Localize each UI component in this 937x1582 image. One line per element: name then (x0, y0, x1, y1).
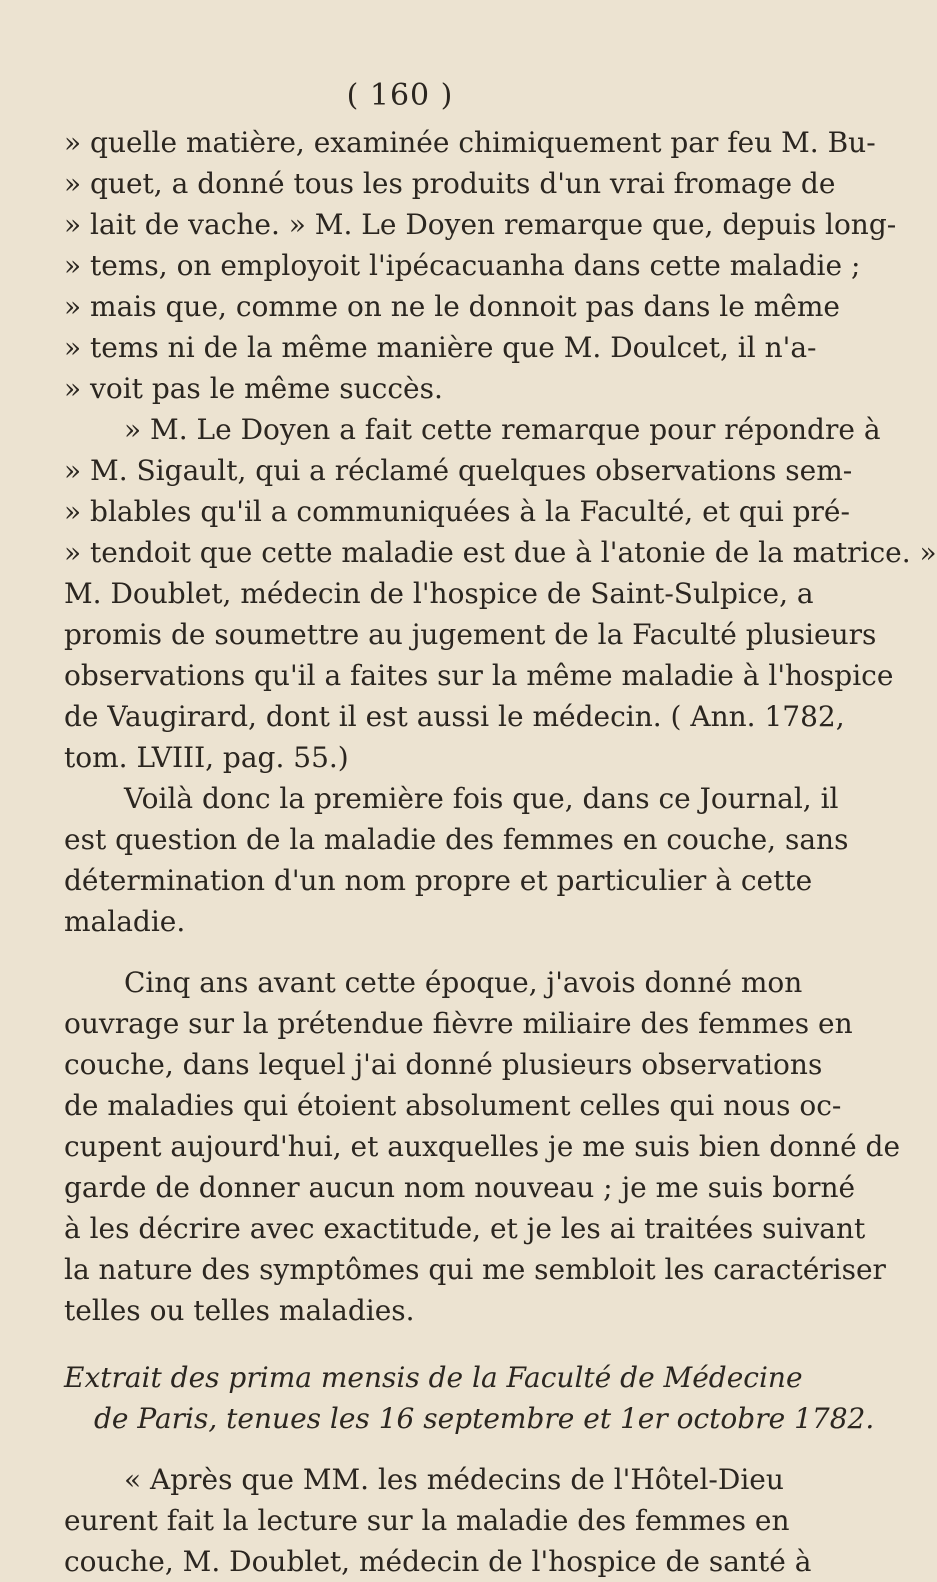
voila-paragraph (64, 778, 849, 942)
paragraph-spacer (64, 1331, 744, 1357)
text-line: » quet, a donné tous les produits d'un vrai fromage de (64, 167, 836, 200)
text-line: tom. LVIII, pag. 55.) (64, 741, 349, 774)
text-line: est question de la maladie des femmes en couche, sans (64, 823, 849, 856)
text-line: » M. Le Doyen a fait cette remarque pour répondre à (124, 413, 881, 446)
text-line: à les décrire avec exactitude, et je les ai traitées suivant (64, 1212, 866, 1245)
text-line: « Après que MM. les médecins de l'Hôtel-Dieu (124, 1463, 784, 1496)
text-line: » quelle matière, examinée chimiquement par feu M. Bu- (64, 126, 876, 159)
text-line: détermination d'un nom propre et particulier à cette (64, 864, 813, 897)
text-line: M. Doublet, médecin de l'hospice de Saint-Sulpice, a (64, 577, 814, 610)
text-line: observations qu'il a faites sur la même maladie à l'hospice (64, 659, 894, 692)
paragraph-spacer (64, 1439, 744, 1459)
text-line: Voilà donc la première fois que, dans ce Journal, il (124, 782, 839, 815)
text-line: Cinq ans avant cette époque, j'avois donné mon (124, 966, 803, 999)
text-line: » lait de vache. » M. Le Doyen remarque que, depuis long- (64, 208, 897, 241)
extrait-heading (64, 1357, 875, 1439)
text-line: couche, M. Doublet, médecin de l'hospice de santé à (64, 1545, 812, 1578)
text-line: couche, dans lequel j'ai donné plusieurs observations (64, 1048, 823, 1081)
text-line: garde de donner aucun nom nouveau ; je me suis borné (64, 1171, 856, 1204)
text-line: Extrait des prima mensis de la Faculté de Médecine (64, 1361, 803, 1394)
text-line: de Vaugirard, dont il est aussi le médecin. ( Ann. 1782, (64, 700, 845, 733)
text-line: ouvrage sur la prétendue fièvre miliaire des femmes en (64, 1007, 853, 1040)
quote-intro-paragraph (64, 122, 897, 409)
page-number: ( 160 ) (346, 78, 454, 113)
text-line: » tems ni de la même manière que M. Doulcet, il n'a- (64, 331, 817, 364)
text-line: la nature des symptômes qui me sembloit les caractériser (64, 1253, 886, 1286)
text-line: » voit pas le même succès. (64, 372, 443, 405)
text-line: maladie. (64, 905, 186, 938)
text-line: » mais que, comme on ne le donnoit pas dans le même (64, 290, 840, 323)
doyen-remark-paragraph (64, 409, 937, 778)
text-line: telles ou telles maladies. (64, 1294, 415, 1327)
text-line: » blables qu'il a communiquées à la Faculté, et qui pré- (64, 495, 850, 528)
apres-paragraph (64, 1459, 812, 1582)
text-line: eurent fait la lecture sur la maladie des femmes en (64, 1504, 790, 1537)
text-line: cupent aujourd'hui, et auxquelles je me suis bien donné de (64, 1130, 901, 1163)
text-line: de Paris, tenues les 16 septembre et 1er octobre 1782. (94, 1402, 875, 1435)
cinq-ans-paragraph (64, 962, 901, 1331)
paragraph-spacer (64, 942, 744, 962)
text-line: » tendoit que cette maladie est due à l'atonie de la matrice. » (64, 536, 937, 569)
text-line: de maladies qui étoient absolument celles qui nous oc- (64, 1089, 842, 1122)
text-line: » tems, on employoit l'ipécacuanha dans cette maladie ; (64, 249, 861, 282)
text-line: promis de soumettre au jugement de la Faculté plusieurs (64, 618, 877, 651)
text-line: » M. Sigault, qui a réclamé quelques observations sem- (64, 454, 853, 487)
page-text (64, 122, 937, 1582)
